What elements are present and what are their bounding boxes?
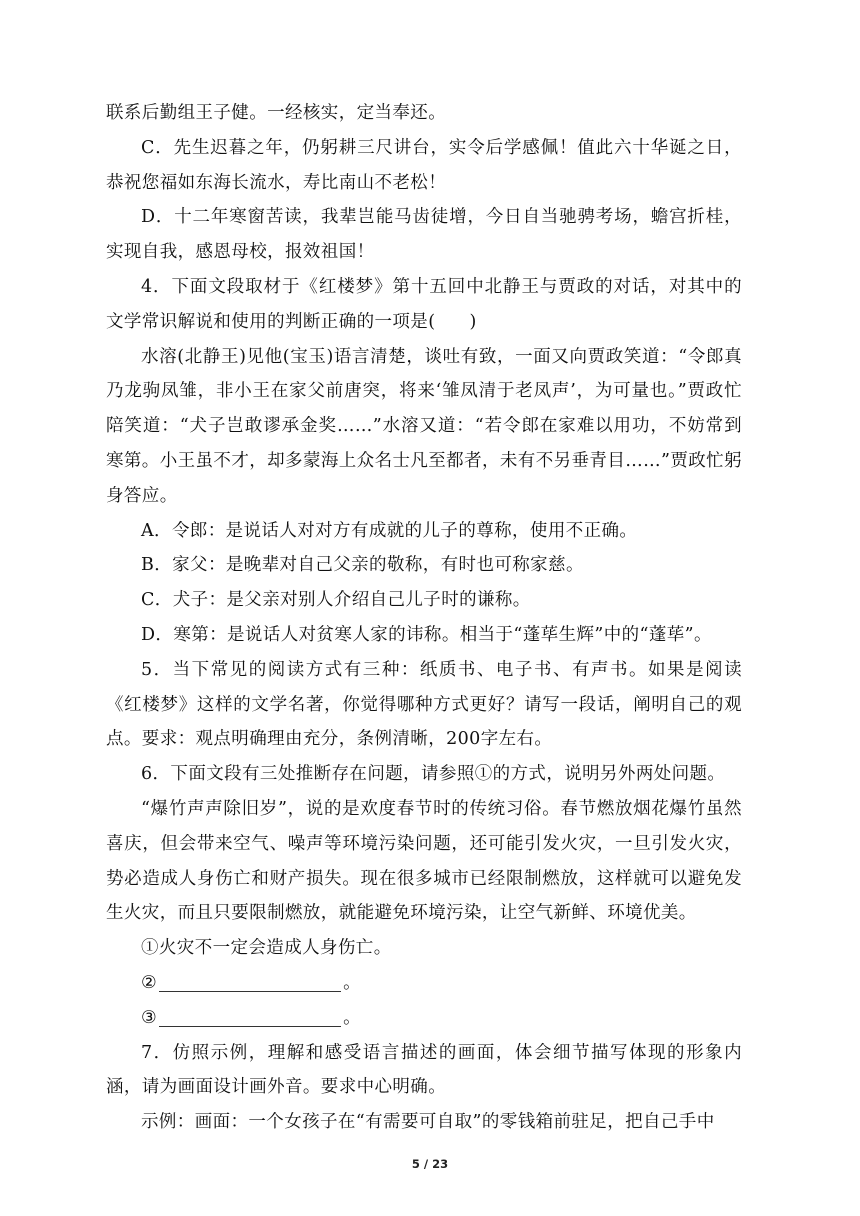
question-6-item-2	[106, 966, 742, 1001]
question-4-passage: 水溶(北静王)见他(宝玉)语言清楚，谈吐有致，一面又向贾政笑道：“令郎真乃龙驹凤雏，非小王在家父前唐突，将来‘雏凤清于老凤声’，为可量也。”贾政忙陪笑道：“犬子岂敢谬承金奖……”水溶又道：“若令郎在家难以用功，不妨常到寒第。小王虽不才，却多蒙海上众名士凡至都者，未有不另垂青目……”贾政忙躬身答应。	[106, 346, 742, 506]
question-5: 5．当下常见的阅读方式有三种：纸质书、电子书、有声书。如果是阅读《红楼梦》这样的文学名著，你觉得哪种方式更好？请写一段话，阐明自己的观点。要求：观点明确理由充分，条例清晰，200字左右。	[106, 659, 742, 750]
question-4-option-c: C．犬子：是父亲对别人介绍自己儿子时的谦称。	[141, 590, 531, 611]
paragraph-continuation: 联系后勤组王子健。一经核实，定当奉还。	[106, 103, 447, 123]
question-6-item-1: ①火灾不一定会造成人身伤亡。	[141, 938, 392, 959]
item-3-mark: ③	[141, 1007, 158, 1028]
question-6-item-3	[106, 1001, 742, 1036]
document-body	[106, 96, 742, 1140]
question-7-example: 示例：画面：一个女孩子在“有需要可自取”的零钱箱前驻足，把自己手中	[141, 1112, 715, 1133]
page-number: 5 / 23	[411, 1157, 449, 1171]
answer-blank-3[interactable]	[159, 1008, 341, 1027]
item-2-period: 。	[343, 972, 361, 993]
option-c: C．先生迟暮之年，仍躬耕三尺讲台，实令后学感佩！值此六十华诞之日，恭祝您福如东海长流水，寿比南山不老松！	[106, 137, 742, 193]
item-2-mark: ②	[141, 972, 158, 993]
question-4-text: 4．下面文段取材于《红楼梦》第十五回中北静王与贾政的对话，对其中的文学常识解说和使用的判断正确的一项是(	[106, 276, 742, 332]
question-4-option-d: D．寒第：是说话人对贫寒人家的讳称。相当于“蓬荜生辉”中的“蓬荜”。	[141, 624, 712, 645]
answer-blank-2[interactable]	[159, 973, 341, 992]
question-4-stem	[106, 270, 742, 340]
question-6-passage: “爆竹声声除旧岁”，说的是欢度春节时的传统习俗。春节燃放烟花爆竹虽然喜庆，但会带来空气、噪声等环境污染问题，还可能引发火灾，一旦引发火灾，势必造成人身伤亡和财产损失。现在很多城市已经限制燃放，这样就可以避免发生火灾，而且只要限制燃放，就能避免环境污染，让空气新鲜、环境优美。	[106, 798, 742, 924]
question-4-paren-close: )	[469, 311, 477, 332]
item-3-period: 。	[343, 1007, 361, 1028]
question-6-stem: 6．下面文段有三处推断存在问题，请参照①的方式，说明另外两处问题。	[141, 764, 726, 785]
question-7: 7．仿照示例，理解和感受语言描述的画面，体会细节描写体现的形象内涵，请为画面设计画外音。要求中心明确。	[106, 1042, 742, 1098]
question-4-option-a: A．令郎：是说话人对对方有成就的儿子的尊称，使用不正确。	[141, 520, 638, 541]
option-d: D．十二年寒窗苦读，我辈岂能马齿徒增，今日自当驰骋考场，蟾宫折桂，实现自我，感恩母校，报效祖国！	[106, 207, 742, 263]
question-4-option-b: B．家父：是晚辈对自己父亲的敬称，有时也可称家慈。	[141, 555, 584, 576]
